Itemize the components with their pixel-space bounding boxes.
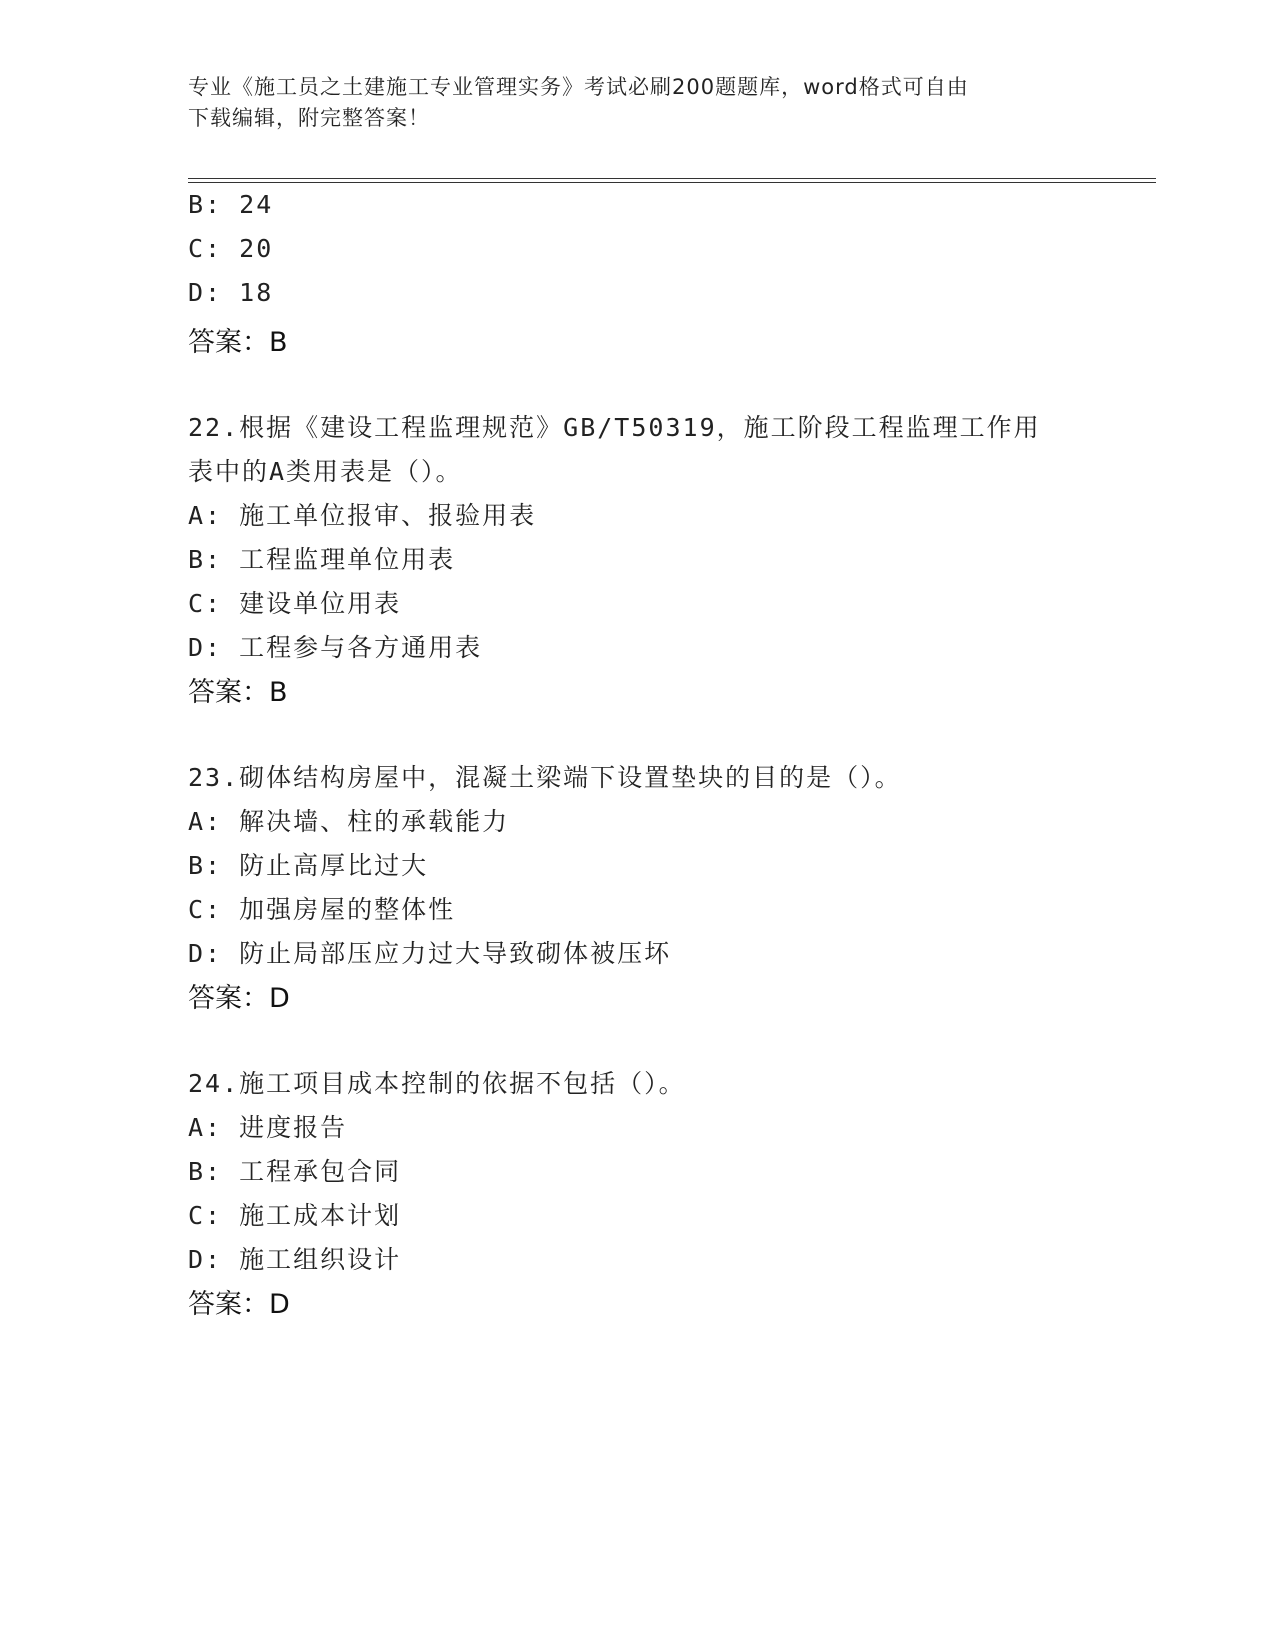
question-23-option-d: D: 防止局部压应力过大导致砌体被压坏 (188, 939, 672, 968)
question-22-answer: 答案：B (188, 677, 288, 708)
question-24-option-b: B: 工程承包合同 (188, 1157, 402, 1186)
fragment-answer: 答案：B (188, 327, 288, 358)
fragment-option-d: D: 18 (188, 278, 274, 307)
document-header (188, 72, 1088, 134)
fragment-option-c: C: 20 (188, 234, 274, 263)
question-23-option-c: C: 加强房屋的整体性 (188, 895, 456, 924)
question-24-stem-line-1: 24.施工项目成本控制的依据不包括（）。 (188, 1069, 686, 1098)
question-22-stem-line-1: 22.根据《建设工程监理规范》GB/T50319，施工阶段工程监理工作用 (188, 413, 1041, 442)
question-22-option-d: D: 工程参与各方通用表 (188, 633, 483, 662)
question-22-stem-line-2: 表中的A类用表是（）。 (188, 457, 463, 486)
question-23-option-b: B: 防止高厚比过大 (188, 851, 429, 880)
question-22-option-c: C: 建设单位用表 (188, 589, 402, 618)
question-24-option-c: C: 施工成本计划 (188, 1201, 402, 1230)
question-23-answer: 答案：D (188, 983, 290, 1014)
question-22-option-b: B: 工程监理单位用表 (188, 545, 456, 574)
header-line-2: 下载编辑，附完整答案！ (188, 106, 430, 130)
header-line-1: 专业《施工员之土建施工专业管理实务》考试必刷200题题库，word格式可自由 (188, 75, 969, 99)
question-23-stem-line-1: 23.砌体结构房屋中，混凝土梁端下设置垫块的目的是（）。 (188, 763, 902, 792)
question-23-option-a: A: 解决墙、柱的承载能力 (188, 807, 510, 836)
question-24-option-a: A: 进度报告 (188, 1113, 348, 1142)
question-24-answer: 答案：D (188, 1289, 290, 1320)
question-24-option-d: D: 施工组织设计 (188, 1245, 402, 1274)
question-22-option-a: A: 施工单位报审、报验用表 (188, 501, 537, 530)
header-divider-bottom (188, 182, 1156, 183)
header-divider-top (188, 178, 1156, 179)
fragment-option-b: B: 24 (188, 190, 274, 219)
